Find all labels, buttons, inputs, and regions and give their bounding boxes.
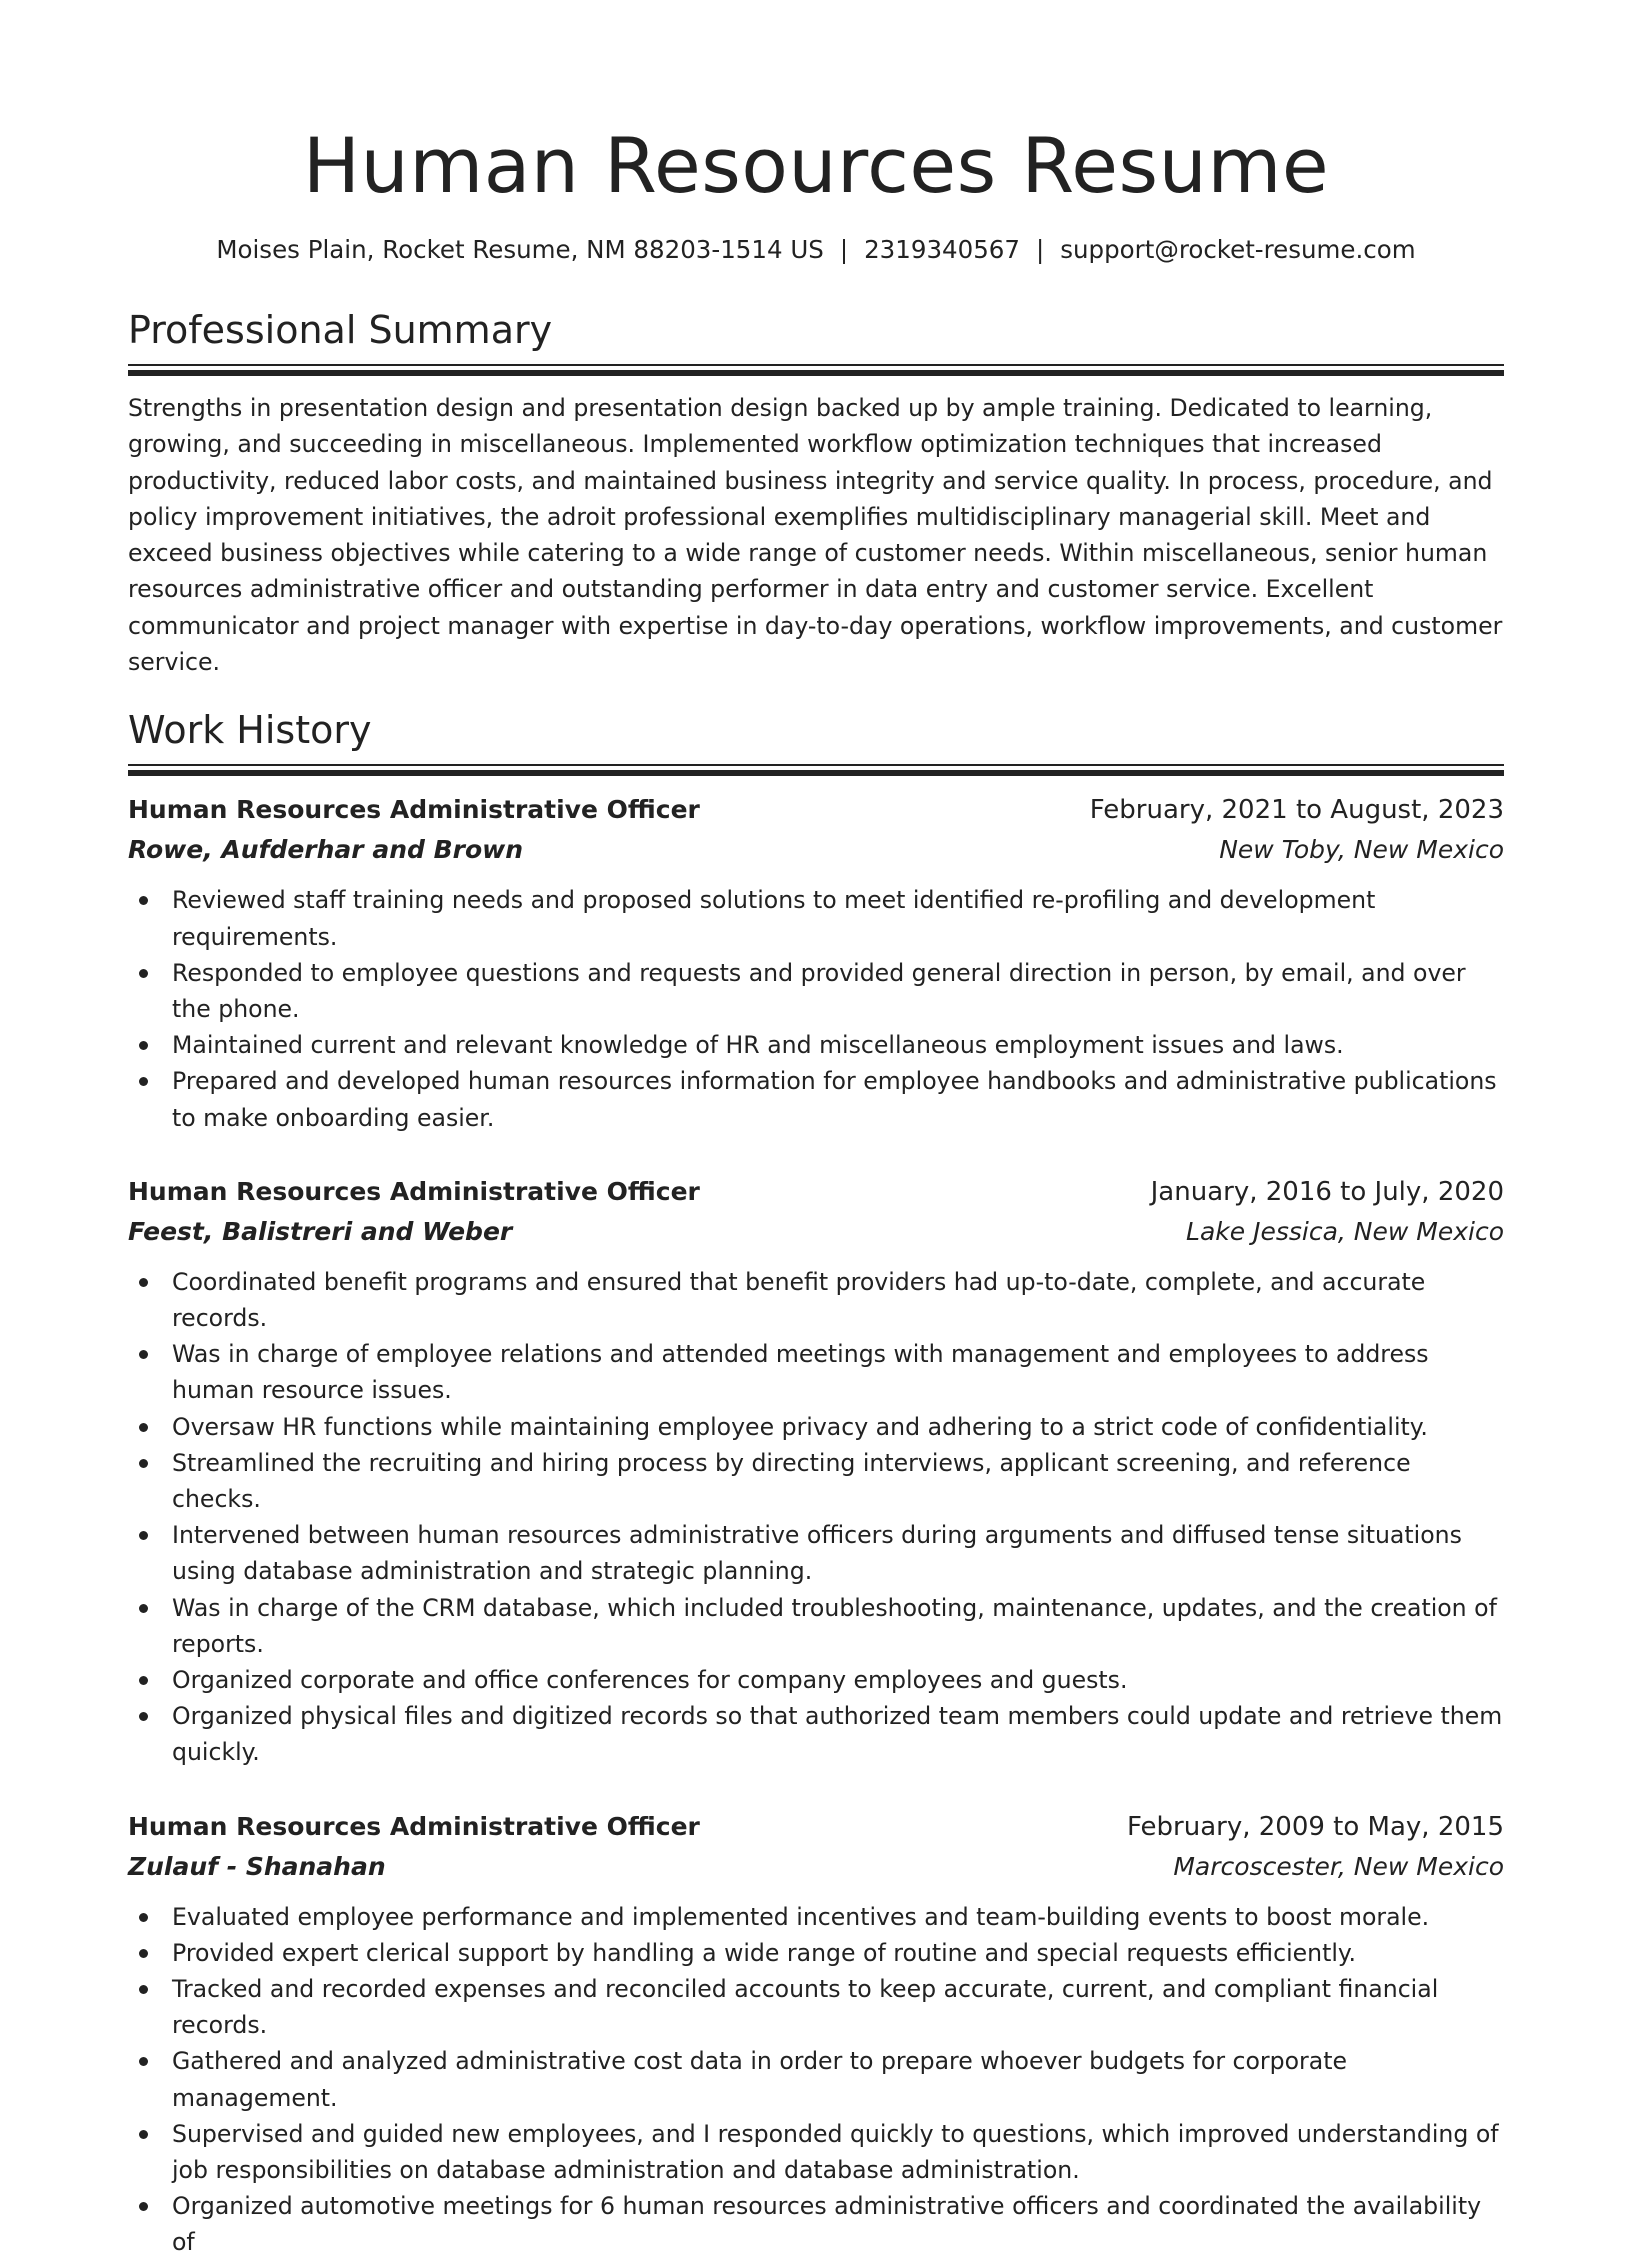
job-entry bbox=[128, 1172, 1504, 1771]
job-title: Human Resources Administrative Officer bbox=[128, 1811, 700, 1841]
job-bullet-text: Provided expert clerical support by handling a wide range of routine and special requests efficiently. bbox=[172, 1938, 1357, 1967]
job-bullet-text: Gathered and analyzed administrative cost data in order to prepare whoever budgets for corporate management. bbox=[172, 2047, 1347, 2112]
job-title: Human Resources Administrative Officer bbox=[128, 1176, 700, 1206]
job-bullet-text: Oversaw HR functions while maintaining employee privacy and adhering to a strict code of confidentiality. bbox=[172, 1412, 1428, 1441]
job-company-row bbox=[128, 1847, 1504, 1887]
bullet-icon bbox=[139, 1459, 148, 1468]
job-dates: January, 2016 to July, 2020 bbox=[1150, 1176, 1504, 1207]
bullet-icon bbox=[139, 2057, 148, 2066]
job-bullet bbox=[172, 1027, 1504, 1063]
bullet-icon bbox=[139, 1278, 148, 1287]
job-bullet bbox=[172, 1662, 1504, 1698]
job-bullet-list bbox=[128, 1899, 1504, 2261]
job-bullet bbox=[172, 1336, 1504, 1408]
resume-page bbox=[128, 0, 1504, 2261]
job-title: Human Resources Administrative Officer bbox=[128, 795, 700, 825]
job-location: Marcoscester, New Mexico bbox=[1173, 1851, 1504, 1881]
bullet-icon bbox=[139, 1949, 148, 1958]
job-header-row bbox=[128, 1807, 1504, 1847]
section-divider bbox=[128, 764, 1504, 776]
bullet-icon bbox=[139, 1913, 148, 1922]
contact-email: support@rocket-resume.com bbox=[1060, 235, 1416, 264]
job-bullet-list bbox=[128, 882, 1504, 1135]
job-bullet-text: Was in charge of employee relations and attended meetings with management and employees to address human resource issues. bbox=[172, 1340, 1429, 1405]
job-bullet-text: Organized physical files and digitized records so that authorized team members could update and retrieve them quickly. bbox=[172, 1702, 1503, 1767]
job-bullet bbox=[172, 1899, 1504, 1935]
job-bullet-text: Coordinated benefit programs and ensured that benefit providers had up-to-date, complete, and accurate records. bbox=[172, 1267, 1426, 1332]
job-bullet bbox=[172, 1409, 1504, 1445]
bullet-icon bbox=[139, 2130, 148, 2139]
job-location: New Toby, New Mexico bbox=[1219, 835, 1504, 865]
section-heading-summary: Professional Summary bbox=[128, 308, 553, 352]
summary-text: Strengths in presentation design and presentation design backed up by ample training. Dedicated to learning, growing, and succeeding in miscellaneous. Implemented workflow optimization techniques that increased productivity, reduced labor costs, and maintained business integrity and service quality. In process, procedure, and policy improvement initiatives, the adroit professional exemplifies multidisciplinary managerial skill. Meet and exceed business objectives while catering to a wide range of customer needs. Within miscellaneous, senior human resources administrative officer and outstanding performer in data entry and customer service. Excellent communicator and project manager with expertise in day-to-day operations, workflow improvements, and customer service. bbox=[128, 394, 1503, 677]
job-bullet bbox=[172, 882, 1504, 954]
job-bullet bbox=[172, 2116, 1504, 2188]
contact-line bbox=[128, 234, 1504, 266]
job-bullet bbox=[172, 1698, 1504, 1770]
job-bullet-text: Evaluated employee performance and implemented incentives and team-building events to boost morale. bbox=[172, 1902, 1430, 1931]
job-bullet-text: Organized corporate and office conferences for company employees and guests. bbox=[172, 1666, 1128, 1695]
job-bullet bbox=[172, 2043, 1504, 2115]
job-bullet bbox=[172, 1517, 1504, 1589]
job-bullet bbox=[172, 1971, 1504, 2043]
bullet-icon bbox=[139, 1423, 148, 1432]
bullet-icon bbox=[139, 1604, 148, 1613]
bullet-icon bbox=[139, 969, 148, 978]
job-bullet-text: Intervened between human resources administrative officers during arguments and diffused tense situations using database administration and strategic planning. bbox=[172, 1521, 1462, 1586]
section-heading-work-history: Work History bbox=[128, 708, 372, 753]
bullet-icon bbox=[139, 1077, 148, 1086]
job-bullet-text: Tracked and recorded expenses and reconciled accounts to keep accurate, current, and compliant financial records. bbox=[172, 1975, 1439, 2040]
contact-phone: 2319340567 bbox=[864, 235, 1020, 264]
professional-summary-section bbox=[128, 306, 1504, 680]
job-bullet bbox=[172, 1264, 1504, 1336]
contact-separator: | bbox=[839, 235, 849, 264]
job-bullet bbox=[172, 1445, 1504, 1517]
job-bullet-text: Reviewed staff training needs and proposed solutions to meet identified re-profiling and development requirements. bbox=[172, 886, 1376, 951]
job-company: Rowe, Aufderhar and Brown bbox=[128, 835, 524, 865]
job-entry bbox=[128, 790, 1504, 1135]
job-company-row bbox=[128, 1212, 1504, 1252]
job-bullet-text: Was in charge of the CRM database, which included troubleshooting, maintenance, updates, and the creation of reports. bbox=[172, 1593, 1497, 1658]
job-bullet bbox=[172, 1063, 1504, 1135]
work-history-section bbox=[128, 706, 1504, 2260]
job-company: Zulauf - Shanahan bbox=[128, 1851, 386, 1881]
bullet-icon bbox=[139, 1041, 148, 1050]
bullet-icon bbox=[139, 2202, 148, 2211]
job-bullet bbox=[172, 955, 1504, 1027]
job-bullet-text: Streamlined the recruiting and hiring process by directing interviews, applicant screening, and reference checks. bbox=[172, 1448, 1411, 1514]
bullet-icon bbox=[139, 896, 148, 905]
job-bullet-text: Responded to employee questions and requests and provided general direction in person, by email, and over the phone. bbox=[172, 958, 1466, 1023]
job-dates: February, 2021 to August, 2023 bbox=[1089, 795, 1504, 826]
bullet-icon bbox=[139, 1531, 148, 1540]
job-bullet bbox=[172, 2188, 1504, 2260]
job-location: Lake Jessica, New Mexico bbox=[1186, 1216, 1504, 1246]
bullet-icon bbox=[139, 1676, 148, 1685]
bullet-icon bbox=[139, 1985, 148, 1994]
job-company: Feest, Balistreri and Weber bbox=[128, 1216, 513, 1246]
bullet-icon bbox=[139, 1712, 148, 1721]
job-entry bbox=[128, 1807, 1504, 2261]
job-bullet bbox=[172, 1590, 1504, 1662]
job-dates: February, 2009 to May, 2015 bbox=[1127, 1811, 1504, 1842]
job-header-row bbox=[128, 1172, 1504, 1212]
resume-title: Human Resources Resume bbox=[302, 121, 1330, 210]
job-bullet-text: Supervised and guided new employees, and I responded quickly to questions, which improved understanding of job responsibilities on database administration and database administration. bbox=[172, 2119, 1499, 2185]
section-divider bbox=[128, 364, 1504, 376]
job-bullet bbox=[172, 1935, 1504, 1971]
job-company-row bbox=[128, 830, 1504, 870]
bullet-icon bbox=[139, 1350, 148, 1359]
contact-separator: | bbox=[1035, 235, 1045, 264]
job-bullet-list bbox=[128, 1264, 1504, 1771]
job-bullet-text: Maintained current and relevant knowledge of HR and miscellaneous employment issues and laws. bbox=[172, 1031, 1344, 1060]
job-bullet-text: Prepared and developed human resources information for employee handbooks and administrative publications to make onboarding easier. bbox=[172, 1067, 1497, 1132]
contact-address: Moises Plain, Rocket Resume, NM 88203-1514 US bbox=[216, 235, 824, 264]
job-header-row bbox=[128, 790, 1504, 830]
job-bullet-text: Organized automotive meetings for 6 human resources administrative officers and coordinated the availability of bbox=[172, 2192, 1482, 2257]
